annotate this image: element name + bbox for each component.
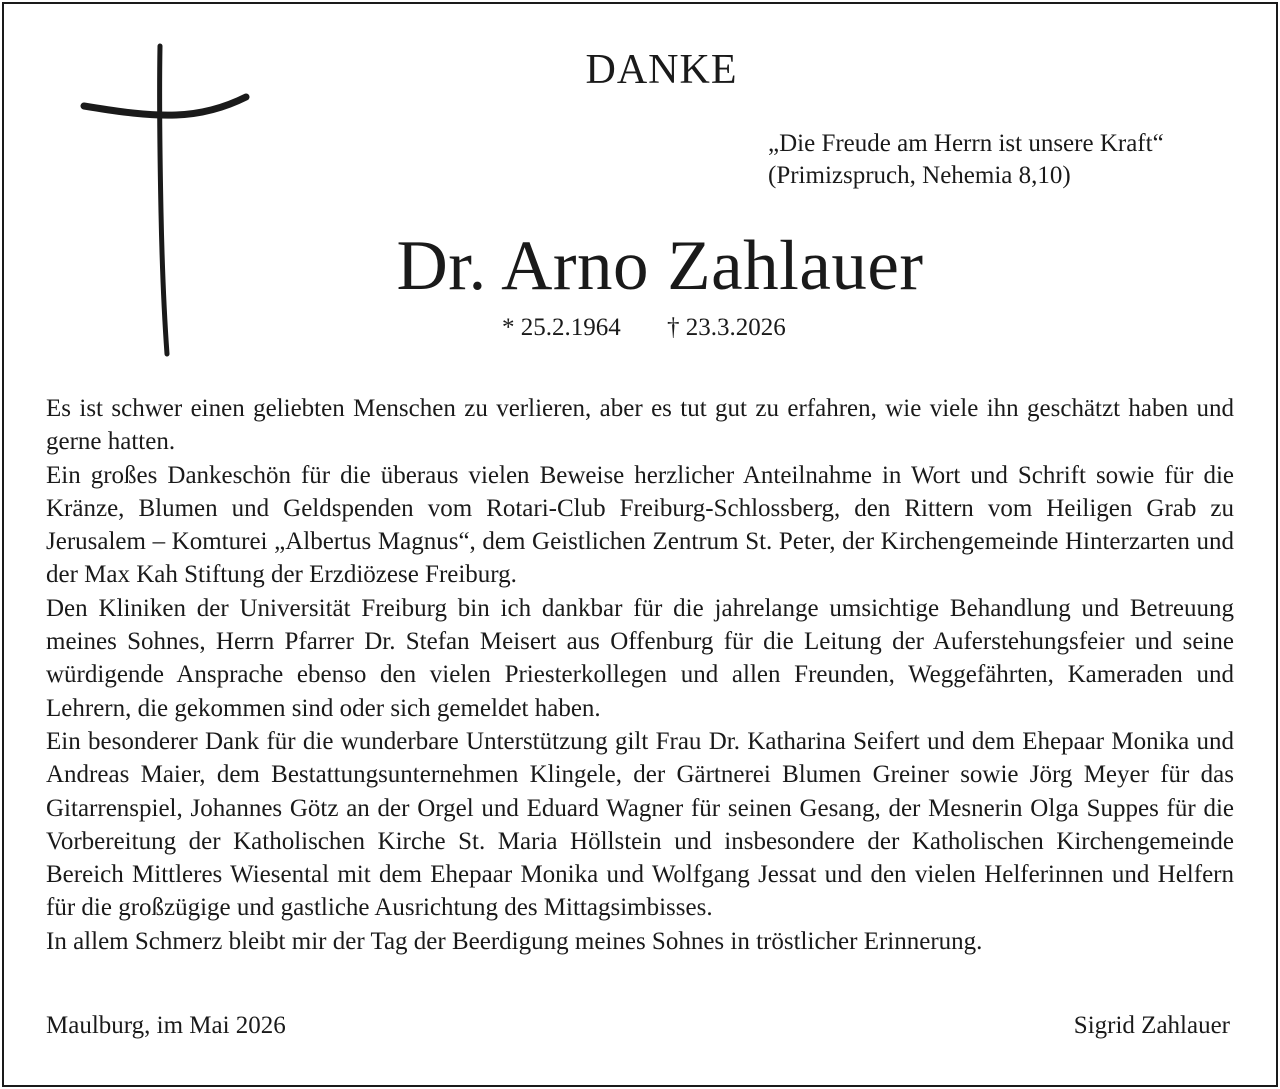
paragraph: Ein besonderer Dank für die wunderbare Unterstützung gilt Frau Dr. Katharina Seifert und dem Ehepaar Monika und Andreas Maier, dem Bestattungsunternehmen Klingele, der Gärtnerei Blumen Greiner sowie Jörg Meyer für das Gitarrenspiel, Johannes Götz an der Orgel und Eduard Wagner für seinen Gesang, der Mesnerin Olga Suppes für die Vorbereitung der Katholischen Kirche St. Maria Höllstein und insbesondere der Katholischen Kirchengemeinde Bereich Mittleres Wiesental mit dem Ehepaar Monika und Wolfgang Jessat und den vielen Helferinnen und Helfern für die großzügige und gastliche Ausrichtung des Mittagsimbisses. (46, 727, 1234, 922)
deceased-name: Dr. Arno Zahlauer (396, 227, 924, 305)
motto-quote: „Die Freude am Herrn ist unsere Kraft“ (768, 130, 1164, 157)
death-date: † 23.3.2026 (667, 314, 786, 341)
motto-source: (Primizspruch, Nehemia 8,10) (768, 162, 1071, 189)
place-and-date: Maulburg, im Mai 2026 (46, 1012, 286, 1039)
paragraph: In allem Schmerz bleibt mir der Tag der Beerdigung meines Sohnes in tröstlicher Erinnerung. (46, 927, 983, 955)
life-dates (502, 314, 786, 342)
motto-block (768, 128, 1164, 192)
notice-heading: DANKE (585, 47, 738, 93)
paragraph: Ein großes Dankeschön für die überaus vielen Beweise herzlicher Anteilnahme in Wort und Schrift sowie für die Kränze, Blumen und Geldspenden vom Rotari-Club Freiburg-Schlossberg, den Rittern vom Heiligen Grab zu Jerusalem – Komturei „Albertus Magnus“, dem Geistlichen Zentrum St. Peter, der Kirchengemeinde Hinterzarten und der Max Kah Stiftung der Erzdiözese Freiburg. (46, 461, 1234, 589)
signature: Sigrid Zahlauer (1073, 1012, 1230, 1039)
paragraph: Den Kliniken der Universität Freiburg bin ich dankbar für die jahrelange umsichtige Behandlung und Betreuung meines Sohnes, Herrn Pfarrer Dr. Stefan Meisert aus Offenburg für die Leitung der Auferstehungsfeier und seine würdigende Ansprache ebenso den vielen Priesterkollegen und allen Freunden, Weggefährten, Kameraden und Lehrern, die gekommen sind oder sich gemeldet haben. (46, 594, 1234, 722)
paragraph: Es ist schwer einen geliebten Menschen zu verlieren, aber es tut gut zu erfahren, wie viele ihn geschätzt haben und gerne hatten. (46, 395, 1234, 456)
thank-you-text (46, 392, 1234, 958)
birth-date: * 25.2.1964 (502, 314, 621, 341)
